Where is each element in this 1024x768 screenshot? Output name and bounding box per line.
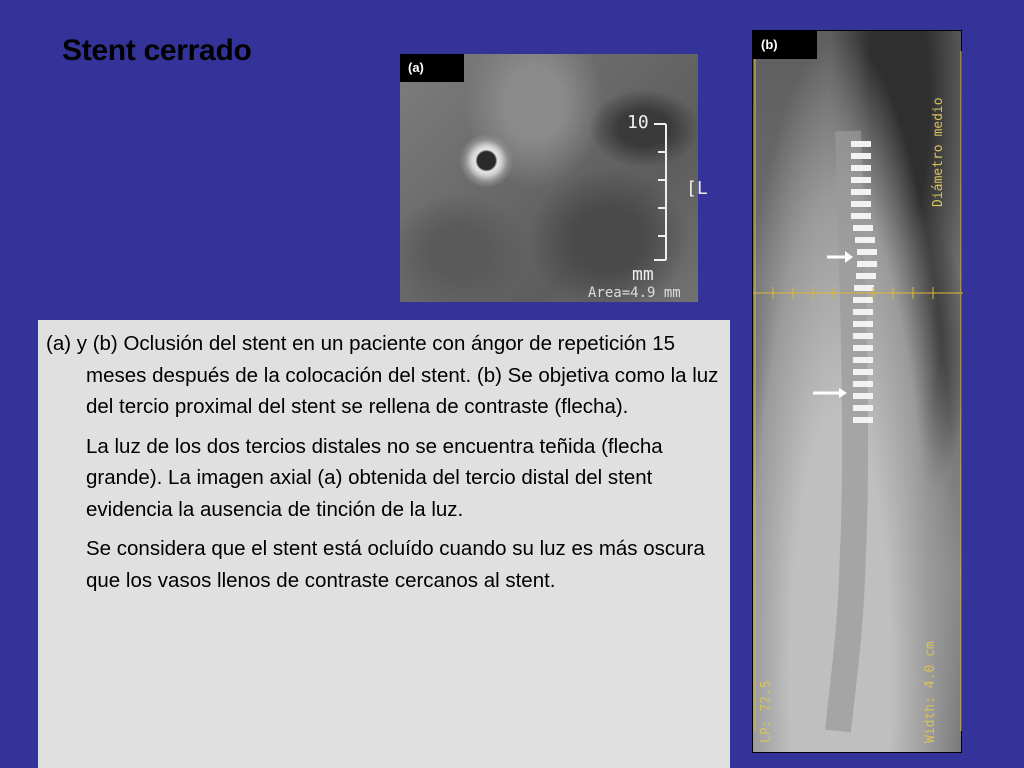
scale-bracket: [L (686, 178, 708, 199)
axial-ct-image (400, 54, 708, 302)
scale-top-value: 10 (627, 112, 649, 133)
lp-label: LP: 72.5 (759, 680, 774, 743)
area-measurement: Area=4.9 mm (588, 285, 681, 301)
slide-title: Stent cerrado (62, 34, 252, 67)
diameter-label: Diámetro medio (931, 97, 946, 207)
scale-ruler (652, 122, 672, 262)
image-a-label: (a) (400, 54, 464, 82)
caption-paragraph: La luz de los dos tercios distales no se encuentra teñida (flecha grande). La imagen axial (a) obtenida del tercio distal del stent evidencia la ausencia de tinción de la luz. (86, 434, 663, 521)
width-label: Width: 4.0 cm (923, 641, 938, 743)
image-b-label: (b) (753, 31, 817, 59)
longitudinal-ct-image (752, 30, 962, 753)
caption-box (38, 320, 730, 768)
scale-unit: mm (632, 264, 654, 285)
caption-paragraph: (a) y (b) Oclusión del stent en un paciente con ángor de repetición 15 meses después de la colocación del stent. (b) Se objetiva como la luz del tercio proximal del stent se rellena de contraste (flecha). (46, 332, 719, 418)
caption-paragraph: Se considera que el stent está ocluído cuando su luz es más oscura que los vasos llenos de contraste cercanos al stent. (86, 537, 705, 592)
